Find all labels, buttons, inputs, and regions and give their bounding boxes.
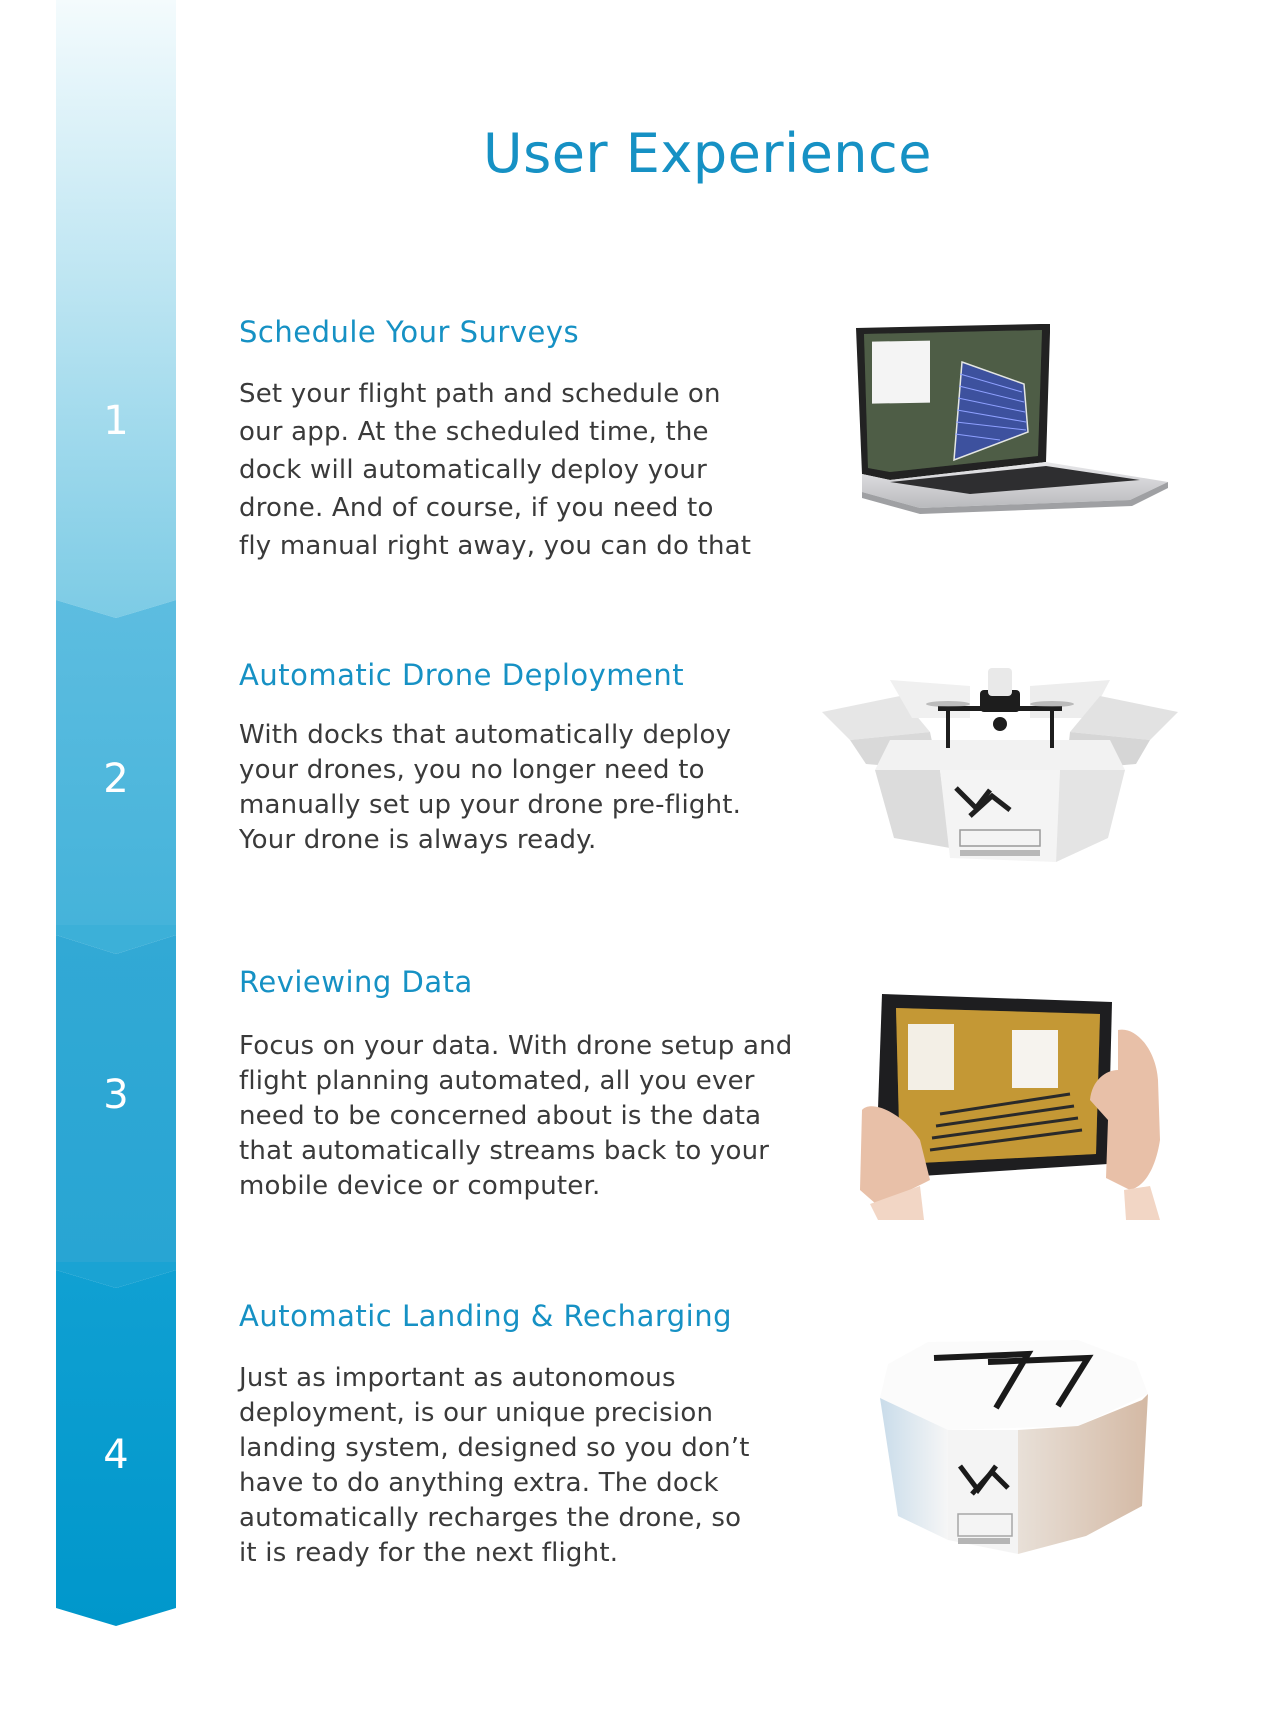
step-2-body: With docks that automatically deploy your drones, you no longer need to manually set up your drone pre-flight. Your drone is always ready.: [239, 720, 742, 855]
laptop-flight-planner-icon: [850, 322, 1180, 522]
step-rail: [56, 0, 176, 1630]
tablet-in-hands-icon: [860, 990, 1180, 1220]
rail-segment-1: [56, 0, 176, 618]
step-number-1: 1: [103, 398, 129, 444]
closed-dock-icon: [878, 1338, 1153, 1558]
step-3-heading: Reviewing Data: [239, 965, 473, 999]
step-number-3: 3: [103, 1072, 129, 1118]
open-dock-with-drone-icon: [820, 640, 1180, 870]
step-1-body: Set your flight path and schedule on our app. At the scheduled time, the dock will automatically deploy your drone. And of course, if you need to fly manual right away, you can do that: [239, 379, 752, 561]
step-3-body: Focus on your data. With drone setup and flight planning automated, all you ever need to be concerned about is the data that automatically streams back to your mobile device or computer.: [239, 1031, 793, 1201]
step-1-heading: Schedule Your Surveys: [239, 315, 580, 349]
step-number-4: 4: [103, 1432, 129, 1478]
step-2-heading: Automatic Drone Deployment: [239, 658, 685, 692]
page-title: User Experience: [483, 122, 932, 185]
step-number-2: 2: [103, 756, 129, 802]
step-4-body: Just as important as autonomous deployment, is our unique precision landing system, designed so you don’t have to do anything extra. The dock automatically recharges the drone, so it is ready for the next flight.: [239, 1363, 750, 1568]
step-4-heading: Automatic Landing & Recharging: [239, 1299, 733, 1333]
